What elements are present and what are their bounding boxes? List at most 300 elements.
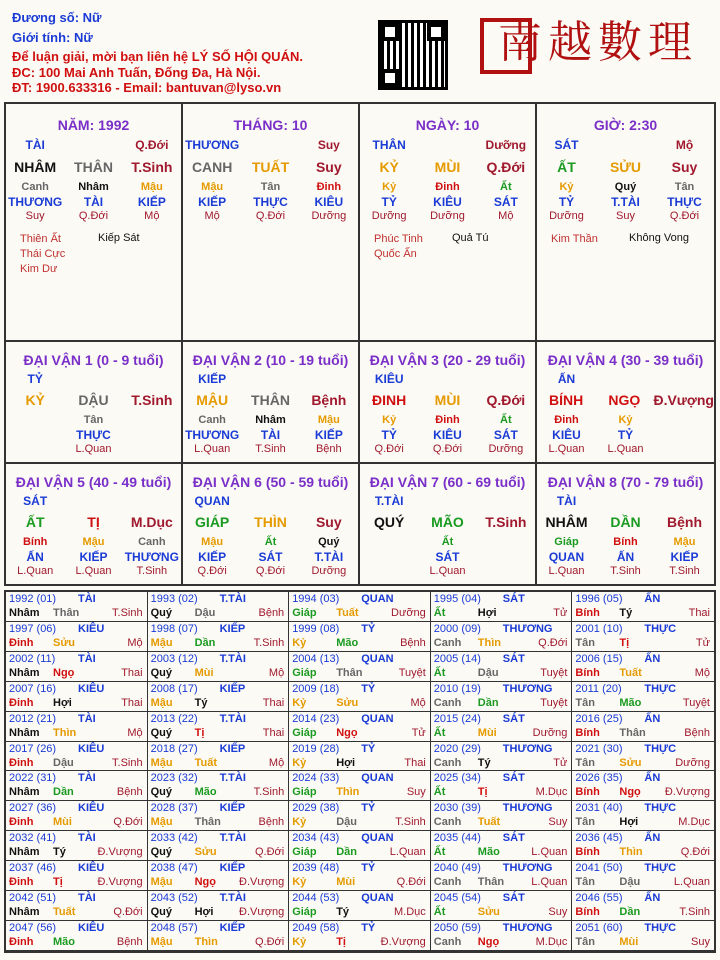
year-stem: Giáp [292,726,317,739]
year-phase: Q.Đới [254,846,285,859]
year-god: KIẾP [219,922,246,935]
year-label: 2004 (13) [292,652,340,665]
dai-van-row-1 [4,342,716,464]
dv-stem-branch-row-cell: T.Sinh [485,514,527,530]
year-god: TỶ [361,922,376,935]
year-stem: Ất [433,786,446,799]
pillar-hidden-stem-row [6,181,181,193]
year-label: 2028 (37) [150,802,198,815]
year-phase: Tử [695,636,710,649]
pillar-hidden-god-row-cell: KIẾP [137,195,166,209]
dv-hidden-god-row [537,428,714,442]
year-phase: Dưỡng [675,756,710,769]
dv-hidden-god-row-cell [477,550,535,564]
year-cell [572,801,714,831]
dv-god-row-cell [123,372,181,386]
dv-hidden-stem-row-cell: Canh [198,414,226,426]
year-label: 1995 (04) [433,593,481,605]
year-god: KIẾP [219,682,246,695]
pillar-hidden-stem-row-cell: Tân [260,181,281,193]
year-stem: Canh [433,936,462,949]
year-stem: Nhâm [9,607,40,619]
pillar-god-row [537,138,714,152]
year-phase: Thai [121,696,143,709]
year-god: T.TÀI [219,712,246,725]
dai-van-cell [360,464,537,584]
pillar-god-row [360,138,535,152]
year-stem: Kỷ [292,876,307,889]
year-branch: Thìn [53,726,77,739]
pillar-phase-row-cell: Dưỡng [430,210,465,222]
year-branch: Ngọ [194,876,216,889]
year-phase: T.Sinh [253,786,285,799]
year-branch: Thân [619,726,646,739]
dv-god-row [6,372,181,386]
year-cell [148,742,290,772]
year-god: T.TÀI [219,593,246,605]
pillar-hidden-stem-row-cell: Mậu [201,181,224,193]
year-branch: Mão [477,846,500,859]
year-stem: Nhâm [9,846,40,859]
dv-phase-row-cell: L.Quan [548,565,585,577]
pillar-stem-branch-row [537,159,714,175]
pillar [183,104,360,340]
dv-phase-row-cell: L.Quan [194,443,231,455]
year-stem: Bính [575,666,600,679]
year-label: 2009 (18) [292,682,340,695]
year-label: 2030 (39) [433,802,481,815]
dv-stem-branch-row-cell: MẬU [196,392,229,408]
pillar-hidden-god-row-cell: KIẾP [198,195,227,209]
year-label: 2034 (43) [292,832,340,845]
pillar-hidden-god-row [183,195,358,209]
year-cell [148,712,290,742]
dv-stem-branch-row [537,514,714,530]
year-god: T.TÀI [219,652,246,665]
dai-van-title: ĐẠI VẬN 3 (20 - 29 tuổi) [369,352,526,368]
year-stem: Quý [150,666,172,679]
year-god: TÀI [78,832,96,845]
dv-hidden-stem-row-cell: Canh [138,536,166,548]
pillar-god-row-cell: SÁT [554,138,579,152]
dv-hidden-god-row-cell: KIẾP [198,550,227,564]
dv-hidden-god-row-cell: QUAN [548,550,585,564]
year-cell [431,652,573,682]
year-stem: Ất [433,846,446,859]
year-label: 2018 (27) [150,742,198,755]
year-stem: Tân [575,756,595,769]
year-stem: Quý [150,726,172,739]
dv-stem-branch-row-cell: ĐINH [372,392,407,408]
pillar-god-row-cell: Dưỡng [485,138,527,152]
dv-stem-branch-row [183,514,358,530]
year-cell [6,861,148,891]
year-god: THỰC [644,682,677,695]
dv-hidden-stem-row [183,536,358,548]
dai-van-title: ĐẠI VẬN 1 (0 - 9 tuổi) [23,352,164,368]
year-branch: Mão [619,696,642,709]
year-god: THƯƠNG [502,622,553,635]
year-cell [6,622,148,652]
pillar-god-row-cell: THƯƠNG [185,138,240,152]
pillar-phase-row-cell: Dưỡng [311,210,347,222]
year-god: TÀI [78,712,96,725]
year-god: THỰC [644,622,677,635]
star-name: Thiên Ất [20,233,61,245]
dv-phase-row-cell: Q.Đới [255,565,286,577]
year-stem: Quý [150,607,172,619]
year-god: THƯƠNG [502,862,553,875]
dv-phase-row-cell: L.Quan [17,565,54,577]
pillar-hidden-stem-row-cell: Đinh [435,181,460,193]
dv-stem-branch-row-cell: DẬU [78,392,109,408]
year-cell [148,771,290,801]
year-label: 2007 (16) [9,682,57,695]
year-cell [6,592,148,622]
pillar-hidden-god-row [537,195,714,209]
year-branch: Hợi [336,756,356,769]
dv-phase-row-cell: T.Sinh [136,565,168,577]
year-label: 2005 (14) [433,652,481,665]
dv-phase-row-cell: L.Quan [75,565,112,577]
pillar-stem-branch-row-cell: ẤT [557,159,576,175]
year-cell [289,622,431,652]
year-god: KIÊU [78,862,105,875]
pillar-stem-branch-row-cell: KỶ [379,159,399,175]
year-label: 2011 (20) [575,682,622,695]
year-branch: Tý [194,696,208,709]
year-stem: Mậu [150,756,173,769]
year-branch: Hợi [53,696,72,709]
year-god: TỶ [361,862,376,875]
year-phase: Bệnh [400,636,426,649]
pillar-stars-left [20,232,65,277]
year-branch: Tuất [619,666,642,679]
year-branch: Hợi [477,607,497,619]
year-stem: Ất [433,666,446,679]
year-phase: T.Sinh [112,756,143,769]
year-god: THƯƠNG [502,922,553,935]
year-branch: Dần [477,696,499,709]
year-label: 2048 (57) [150,922,198,935]
year-god: ẤN [644,892,661,905]
year-stem: Kỷ [292,636,307,649]
year-cell [431,712,573,742]
pillar-stem-branch-row [6,159,181,175]
pillar-stem-branch-row-cell: Q.Đới [486,159,526,175]
year-god: QUAN [361,652,394,665]
dv-god-row-cell [300,494,358,508]
pillar-stem-branch-row-cell: Suy [671,159,698,175]
dv-phase-row [183,565,358,577]
year-god: QUAN [361,772,394,785]
year-phase: Đ.Vượng [97,876,143,889]
year-god: THỰC [644,742,677,755]
year-stem: Đinh [9,756,34,769]
year-phase: Tuyệt [682,696,710,709]
year-cell [289,771,431,801]
dv-hidden-god-row-cell: KIẾP [670,550,699,564]
year-stem: Canh [433,816,462,829]
year-branch: Thân [53,607,80,619]
dv-god-row-cell [596,372,655,386]
year-branch: Dần [336,846,357,859]
dv-hidden-god-row [6,428,181,442]
dv-phase-row-cell: L.Quan [548,443,585,455]
year-cell [148,831,290,861]
year-god: T.TÀI [219,772,246,785]
year-god: THƯƠNG [502,742,553,755]
year-stem: Canh [433,876,462,889]
address-line: ĐC: 100 Mai Anh Tuấn, Đống Đa, Hà Nội. [12,65,261,80]
dv-hidden-stem-row-cell [6,414,64,426]
year-phase: Thai [262,726,285,739]
year-cell [289,712,431,742]
year-label: 1998 (07) [150,622,198,635]
pillar-stem-branch-row [183,159,358,175]
year-branch: Tị [194,726,205,739]
dv-stem-branch-row [183,392,358,408]
year-god: ẤN [644,832,661,845]
dai-van-cell [6,464,183,584]
dv-phase-row [6,565,181,577]
year-cell [289,891,431,921]
year-stem: Mậu [150,876,173,889]
year-phase: Thai [262,696,285,709]
year-cell [431,921,573,951]
dv-stem-branch-row [6,392,181,408]
dv-hidden-stem-row-cell: Mậu [317,414,340,426]
pillar-stem-branch-row-cell: NHÂM [14,159,57,175]
star-name: Kim Dư [20,263,58,275]
year-cell [572,921,714,951]
pillar-title: NGÀY: 10 [415,117,480,133]
year-phase: T.Sinh [112,607,143,619]
year-label: 2027 (36) [9,802,57,815]
dv-god-row-cell: QUAN [194,494,230,508]
year-phase: Bệnh [258,607,285,619]
year-phase: Tuyệt [540,696,568,709]
year-phase: Tuyệt [540,666,568,679]
pillar-god-row-cell: TÀI [25,138,45,152]
year-stem: Mậu [150,636,173,649]
year-stem: Giáp [292,666,317,679]
dv-hidden-stem-row-cell: Mậu [673,536,696,548]
year-stem: Ất [433,607,446,619]
dv-god-row-cell [64,494,122,508]
year-label: 2039 (48) [292,862,340,875]
year-stem: Kỷ [292,936,307,949]
dv-god-row-cell: KIÊU [374,372,404,386]
dv-stem-branch-row-cell: M.Dục [130,514,173,530]
pillar-hidden-god-row-cell: TỶ [558,195,575,209]
dv-hidden-god-row-cell: TỶ [381,428,397,442]
year-phase: Q.Đới [538,636,568,649]
dv-phase-row-cell [360,565,418,577]
year-stem: Tân [575,816,595,829]
year-branch: Dậu [477,666,499,679]
year-branch: Hợi [619,816,639,829]
year-stem: Đinh [9,636,34,649]
year-god: ẤN [644,652,661,665]
year-stem: Đinh [9,816,34,829]
year-label: 2008 (17) [150,682,198,695]
year-phase: Tử [411,726,426,739]
year-cell [572,712,714,742]
dv-phase-row-cell: Dưỡng [488,443,524,455]
year-phase: M.Dục [678,816,710,829]
pillar-hidden-god-row-cell: TÀI [83,195,104,209]
year-phase: Q.Đới [254,936,285,949]
year-phase: Suy [691,936,710,949]
year-cell [289,652,431,682]
year-cell [431,682,573,712]
year-cell [6,682,148,712]
dv-god-row [6,494,181,508]
dai-van-title: ĐẠI VẬN 7 (60 - 69 tuổi) [369,474,526,490]
year-branch: Thân [194,816,221,829]
dv-phase-row-cell: Q.Đới [432,443,463,455]
year-god: ẤN [644,593,661,605]
dv-stem-branch-row [537,392,714,408]
dv-hidden-god-row-cell: ẤN [26,550,44,564]
pillar-hidden-stem-row [537,181,714,193]
dv-god-row [183,372,358,386]
year-stem: Nhâm [9,906,40,919]
year-god: ẤN [644,712,661,725]
dv-stem-branch-row-cell: BÍNH [548,392,584,408]
year-phase: Dưỡng [391,607,426,619]
dv-god-row-cell [241,494,299,508]
dv-god-row-cell: KIẾP [198,372,227,386]
year-label: 1996 (05) [575,593,623,605]
year-phase: Mộ [268,756,285,769]
year-label: 1999 (08) [292,622,340,635]
dv-stem-branch-row-cell: NHÂM [545,514,588,530]
year-phase: Q.Đới [113,906,143,919]
year-phase: M.Dục [535,786,568,799]
dv-hidden-god-row-cell [655,428,714,442]
dv-hidden-stem-row-cell: Mậu [82,536,105,548]
year-branch: Tý [619,607,633,619]
year-stem: Bính [575,726,600,739]
year-label: 2003 (12) [150,652,198,665]
year-phase: Mộ [127,636,143,649]
year-label: 2013 (22) [150,712,198,725]
annual-table [4,590,716,953]
year-stem: Tân [575,636,595,649]
year-god: THỰC [644,802,677,815]
pillar-god-row [6,138,181,152]
year-god: ẤN [644,772,661,785]
year-label: 2046 (55) [575,892,623,905]
year-label: 2040 (49) [433,862,481,875]
qr-code-icon [378,20,448,90]
year-stem: Đinh [9,696,34,709]
year-cell [572,771,714,801]
year-branch: Dậu [53,756,74,769]
year-god: KIÊU [78,682,105,695]
dv-stem-branch-row-cell: Bệnh [667,514,702,530]
dv-stem-branch-row [360,392,535,408]
year-branch: Mão [194,786,217,799]
year-phase: Mộ [127,726,143,739]
year-phase: Suy [548,906,568,919]
year-branch: Tuất [336,607,359,619]
year-label: 2037 (46) [9,862,57,875]
pillar-phase-row-cell: Q.Đới [78,210,109,222]
year-phase: Đ.Vượng [380,936,426,949]
year-cell [289,592,431,622]
dv-hidden-god-row-cell: SÁT [258,550,283,564]
dv-hidden-stem-row-cell: Đinh [435,414,460,426]
dv-phase-row [183,443,358,455]
year-cell [148,921,290,951]
year-god: KIẾP [219,622,246,635]
year-stem: Canh [433,756,462,769]
year-label: 2045 (54) [433,892,481,905]
year-god: SÁT [502,772,525,785]
dv-hidden-stem-row-cell: Ất [264,536,277,548]
year-stem: Tân [575,876,595,889]
pillar-title: NĂM: 1992 [57,117,130,133]
dv-god-row [537,372,714,386]
year-branch: Ngọ [53,666,75,679]
pillar-stem-branch-row-cell: T.Sinh [131,159,173,175]
dai-van-title: ĐẠI VẬN 6 (50 - 59 tuổi) [192,474,349,490]
owner-line: Đương số: Nữ [12,10,102,25]
year-phase: Thai [404,756,426,769]
pillar-stars-left [551,232,598,247]
dv-hidden-god-row-cell: KIÊU [552,428,581,442]
year-phase: Đ.Vượng [664,786,710,799]
year-label: 2017 (26) [9,742,57,755]
dv-god-row-cell [300,372,358,386]
dv-hidden-god-row-cell: TỶ [617,428,634,442]
year-cell [6,891,148,921]
year-label: 2022 (31) [9,772,57,785]
dv-phase-row-cell: T.Sinh [669,565,700,577]
year-phase: L.Quan [389,846,426,859]
year-label: 1993 (02) [150,593,198,605]
year-label: 2010 (19) [433,682,481,695]
year-cell [148,622,290,652]
dai-van-cell [6,342,183,462]
year-god: TÀI [78,652,96,665]
dv-hidden-stem-row-cell: Tân [83,414,104,426]
pillar-phase-row [183,210,358,222]
dv-god-row-cell: T.TÀI [374,494,404,508]
pillar-phase-row [6,210,181,222]
year-stem: Giáp [292,906,317,919]
pillar-stem-branch-row-cell: Suy [315,159,342,175]
year-stem: Nhâm [9,666,40,679]
dv-phase-row [537,443,714,455]
year-cell [6,831,148,861]
year-branch: Dần [619,906,641,919]
dv-phase-row-cell: L.Quan [607,443,644,455]
pillar-hidden-god-row-cell: THỰC [253,195,288,209]
pillar-hidden-stem-row-cell: Canh [21,181,49,193]
year-branch: Mùi [336,876,356,889]
dv-phase-row-cell: Q.Đới [374,443,404,455]
dv-hidden-stem-row [537,536,714,548]
dai-van-title: ĐẠI VẬN 2 (10 - 19 tuổi) [192,352,349,368]
year-cell [572,891,714,921]
year-stem: Tân [575,936,595,949]
year-branch: Thìn [477,636,502,649]
dv-stem-branch-row-cell: ẤT [25,514,45,530]
